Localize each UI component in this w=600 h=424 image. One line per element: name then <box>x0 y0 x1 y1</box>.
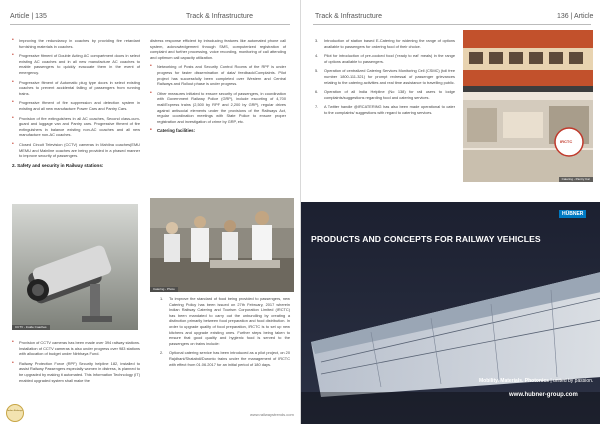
list-item: • Progressive fitment of Automatic plug type doors in select existing coaches to prevent accidental falling of passengers from running trains. <box>12 80 140 97</box>
list-item: 7. A Twitter handle @IRCATERING has also been made operational to cater to the complaints/ suggestions with regard to catering services. <box>315 104 455 115</box>
section-label: Article | 135 <box>10 13 47 20</box>
list-item: • Provision of CCTV cameras has been made over 394 railway stations. Installation of CCTV cameras is also under progress over 983 stations with allocation of budget under Nirbhaya Fund. <box>12 340 140 357</box>
kitchen-staff-illustration <box>150 198 294 292</box>
list-item: • Progressive fitment of Double Acting AC compartment doors in select existing AC coaches and in all new manufacture AC coaches to enable passengers to quickly evacuate them in the event of emergency. <box>12 53 140 75</box>
list-item: 1. To improve the standard of food being provided to passengers, new Catering Policy has been issued on 27th February, 2017 wherein Indian Railway Catering and Tourism Corporation Limited (IRCTC) has been mandated to carry out the unbundling by creating a distinction primarily between food preparation and food distribution. In order to upgrade quality of food preparation, IRCTC is to set up new kitchens and upgrade existing ones. Further steps being taken to ensure that good quality and hygienic food is served to the passengers on trains include: <box>160 296 290 346</box>
catering-numbered-list <box>160 296 290 371</box>
ad-title: PRODUCTS AND CONCEPTS FOR RAILWAY VEHICLES <box>311 234 541 244</box>
list-item: • Provision of fire extinguishers in all AC coaches, Second class-cum-guard and luggage van and Pantry cars. Progressive fitment of fire extinguishers in balance existing non-AC coaches and all new manufacture non-AC coaches. <box>12 116 140 138</box>
list-item: • Railway Protection Force (RPF) Security helpline 182, installed to assist Railway Passengers especially women in distress, is planned to be upgraded by making it automated. This Information Technology (IT) enabled upgraded system shall make the <box>12 361 140 383</box>
header-title: Track & Infrastructure <box>186 13 254 20</box>
header-divider <box>10 24 290 25</box>
cctv-photo <box>12 204 138 330</box>
section-heading: 2. Safety and security in Railway stations: <box>12 162 104 168</box>
list-item: 6. Operation of all India Helpline (No 138) for rail users to lodge complaints/suggestions regarding food and catering services. <box>315 89 455 100</box>
cctv-camera-icon <box>12 204 138 330</box>
ad-url[interactable]: www.hubner-group.com <box>509 392 578 398</box>
list-item: • Networking of Posts and Security Control Rooms of the RPF is under progress for faster dissemination of data/ feedback/Complaints. Pilot project has successfully been completed over Western and Central Railways and Rollout phase is under progress. <box>150 64 286 86</box>
right-page <box>300 0 600 424</box>
photo-caption: CCTV - Inside Coaches <box>12 325 50 330</box>
catering-numbered-list-continued <box>315 38 455 120</box>
footer-url[interactable]: www.railwaystrends.com <box>250 412 294 417</box>
train-pantry-photo <box>463 30 593 182</box>
catering-photo <box>150 198 294 292</box>
photo-caption: Catering - Photo <box>150 287 178 292</box>
photo-caption: Catering - Pantry Car <box>559 177 593 182</box>
paragraph: distress response efficient by introducing features like automated phone call system, acknowledgement through SMS, computerized registration of complaint and further processing, voice recording, monitoring of call attending and optimum call capacity utilization. <box>150 38 286 60</box>
list-item: • Improving the redundancy in coaches by providing fire retardant furnishing materials in coaches. <box>12 38 140 49</box>
hubner-advertisement[interactable] <box>301 202 600 424</box>
list-item: 3. Introduction of station based E-Catering for widening the range of options available to passengers for ordering food of their choice. <box>315 38 455 49</box>
list-item: • Progressive fitment of fire suppression and detection system in existing and all new manufacture Power Cars and Pantry Cars. <box>12 100 140 111</box>
column-2 <box>150 38 286 138</box>
list-item: • Other measures initiated to ensure security of passengers, in coordination with Government Railway Police (GRP), include escorting of 4,700 mail/Express trains (2,500 by RPF and 2,200 by GRP), regular drives against antisocial elements under the provisions of the Railways Act, regular coordination meetings with State Police to ensure proper registration and investigation of crime by GRP, etc. <box>150 91 286 125</box>
column-1-lower <box>12 340 140 387</box>
list-item: 5. Operation of centralized Catering Services Monitoring Cell (CSMC) (toll free number 1800-111-321) for prompt redressal of passenger grievances relating to the catering activities and real time assistance to travelling public. <box>315 68 455 85</box>
list-item: 4. Pilot for introduction of pre-cooked food ('ready to eat' meals) in the range of options available to passengers. <box>315 53 455 64</box>
ad-tagline: Mobility. Materials. Photonics | united by passion. <box>479 378 594 384</box>
ad-brand: HÜBNER <box>559 210 586 218</box>
catering-heading: • Catering facilities: <box>150 128 286 134</box>
irctc-badge: IRCTC <box>560 139 573 144</box>
section-label: 136 | Article <box>557 13 594 20</box>
train-illustration <box>463 30 593 182</box>
header-divider <box>313 24 591 25</box>
publisher-logo: Indian Railways <box>6 404 24 422</box>
header-title: Track & Infrastructure <box>315 13 383 20</box>
column-1 <box>12 38 140 172</box>
list-item: • Closed Circuit Television (CCTV) cameras in Mahilna coaches(EMU MEMU and Mainline coaches are being provided in a phased manner to improve security of passengers. <box>12 142 140 159</box>
list-item: 2. Optional catering service has been introduced as a pilot project, on 20 Rajdhani/Shatabdi/Duronto trains under the management of IRCTC with effect from 01.06.2017 for an initial period of 180 days. <box>160 350 290 367</box>
